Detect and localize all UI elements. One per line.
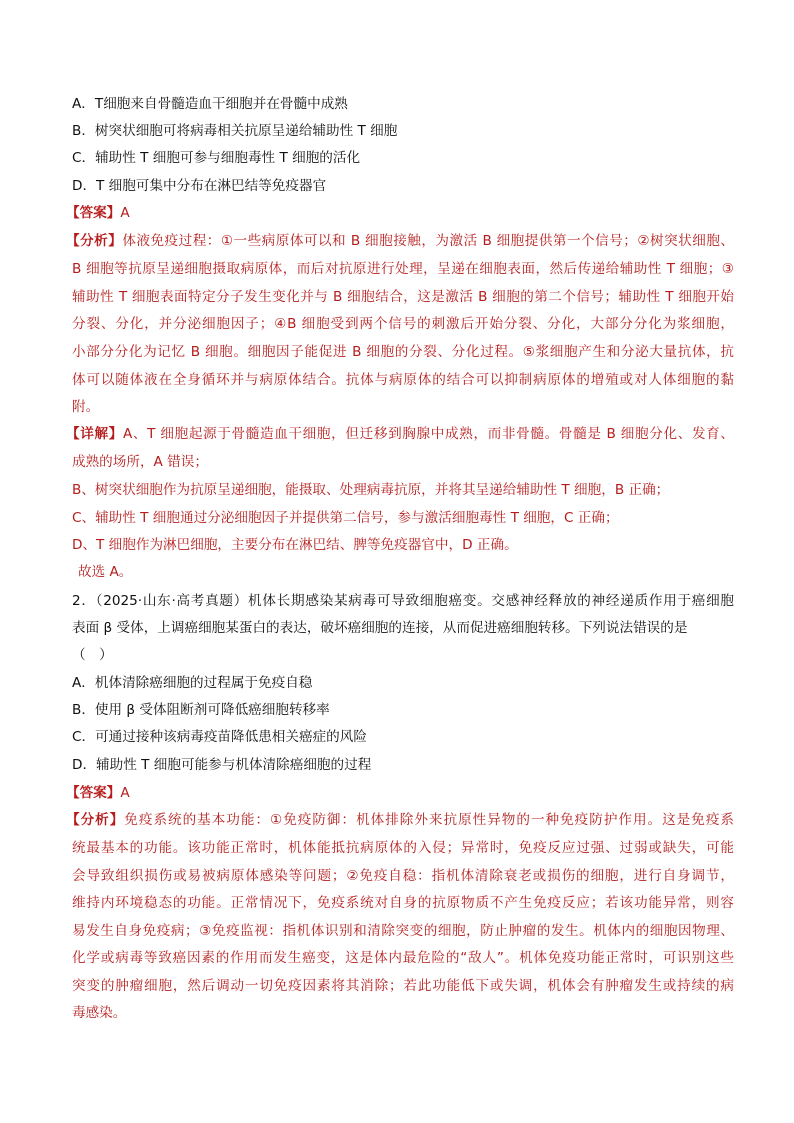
analysis-tag: 【分析】 — [66, 233, 123, 249]
q2-analysis-line: 统最基本的功能。该功能正常时，机体能抵抗病原体的入侵；异常时，免疫反应过强、过弱或缺失，可能 — [72, 840, 734, 856]
q1-analysis-line: 辅助性 T 细胞表面特定分子发生变化并与 B 细胞结合，这是激活 B 细胞的第二个信号；辅助性 T 细胞开始 — [72, 289, 734, 305]
q2-analysis-line: 【分析】免疫系统的基本功能：①免疫防御：机体排除外来抗原性异物的一种免疫防护作用。这是免疫系 — [66, 812, 734, 828]
analysis-tag: 【分析】 — [66, 812, 125, 828]
q2-option-d: D．辅助性 T 细胞可能参与机体清除癌细胞的过程 — [72, 757, 372, 773]
q1-option-d: D．T 细胞可集中分布在淋巴结等免疫器官 — [72, 178, 327, 194]
q2-analysis-line: 化学或病毒等致癌因素的作用而发生癌变，这是体内最危险的“敌人”。机体免疫功能正常时，可识别这些 — [72, 950, 734, 966]
q1-detail-line: D、T 细胞作为淋巴细胞，主要分布在淋巴结、脾等免疫器官中，D 正确。 — [72, 537, 518, 553]
answer-value: A — [120, 785, 130, 801]
q2-analysis-line: 毒感染。 — [72, 1005, 127, 1021]
q1-detail-line: C、辅助性 T 细胞通过分泌细胞因子并提供第二信号，参与激活细胞毒性 T 细胞，C 正确； — [72, 510, 619, 526]
q1-detail-line: 【详解】A、T 细胞起源于骨髓造血干细胞，但迁移到胸腺中成熟，而非骨髓。骨髓是 B 细胞分化、发育、 — [66, 426, 735, 442]
q2-stem-line: （ ） — [72, 647, 113, 663]
q1-detail-line: B、树突状细胞作为抗原呈递细胞，能摄取、处理病毒抗原，并将其呈递给辅助性 T 细胞，B 正确； — [72, 482, 670, 498]
q2-option-a: A．机体清除癌细胞的过程属于免疫自稳 — [72, 675, 313, 691]
answer-tag: 【答案】 — [66, 205, 121, 221]
q1-analysis-line: 【分析】体液免疫过程：①一些病原体可以和 B 细胞接触，为激活 B 细胞提供第一个信号；②树突状细胞、 — [66, 233, 735, 249]
q2-stem-line: 2．（2025·山东·高考真题）机体长期感染某病毒可导致细胞癌变。交感神经释放的神经递质作用于癌细胞 — [72, 593, 734, 609]
answer-tag: 【答案】 — [66, 785, 121, 801]
q2-option-c: C．可通过接种该病毒疫苗降低患相关癌症的风险 — [72, 729, 367, 745]
q1-option-c: C．辅助性 T 细胞可参与细胞毒性 T 细胞的活化 — [72, 150, 361, 166]
q2-answer — [66, 783, 130, 803]
q1-conclusion: 故选 A。 — [78, 564, 133, 580]
q2-stem-line: 表面 β 受体，上调癌细胞某蛋白的表达，破坏癌细胞的连接，从而促进癌细胞转移。下列说法错误的是 — [72, 620, 688, 636]
q1-analysis-line: 小部分分化为记忆 B 细胞。细胞因子能促进 B 细胞的分裂、分化过程。⑤浆细胞产生和分泌大量抗体，抗 — [72, 344, 734, 360]
q1-option-b: B．树突状细胞可将病毒相关抗原呈递给辅助性 T 细胞 — [72, 123, 398, 139]
q2-option-b: B．使用 β 受体阻断剂可降低癌细胞转移率 — [72, 702, 330, 718]
q1-option-a: A．T细胞来自骨髓造血干细胞并在骨髓中成熟 — [72, 96, 348, 112]
q1-analysis-line: 分裂、分化，并分泌细胞因子；④B 细胞受到两个信号的刺激后开始分裂、分化，大部分分化为浆细胞， — [72, 316, 734, 332]
q2-analysis-line: 易发生自身免疫病；③免疫监视：指机体识别和清除突变的细胞，防止肿瘤的发生。机体内的细胞因物理、 — [72, 923, 734, 939]
q2-analysis-line: 突变的肿瘤细胞，然后调动一切免疫因素将其消除；若此功能低下或失调，机体会有肿瘤发生或持续的病 — [72, 978, 734, 994]
q1-analysis-line: B 细胞等抗原呈递细胞摄取病原体，而后对抗原进行处理，呈递在细胞表面，然后传递给辅助性 T 细胞；③ — [72, 261, 734, 277]
detail-tag: 【详解】 — [66, 426, 123, 442]
q2-analysis-line: 会导致组织损伤或易被病原体感染等问题；②免疫自稳：指机体清除衰老或损伤的细胞，进行自身调节， — [72, 868, 734, 884]
q1-detail-line: 成熟的场所，A 错误； — [72, 454, 208, 470]
q2-analysis-line: 维持内环境稳态的功能。正常情况下，免疫系统对自身的抗原物质不产生免疫反应；若该功能异常，则容 — [72, 895, 734, 911]
q1-answer — [66, 203, 130, 223]
answer-value: A — [120, 205, 130, 221]
q1-analysis-line: 体可以随体液在全身循环并与病原体结合。抗体与病原体的结合可以抑制病原体的增殖或对人体细胞的黏 — [72, 372, 734, 388]
q1-analysis-line: 附。 — [72, 399, 100, 415]
